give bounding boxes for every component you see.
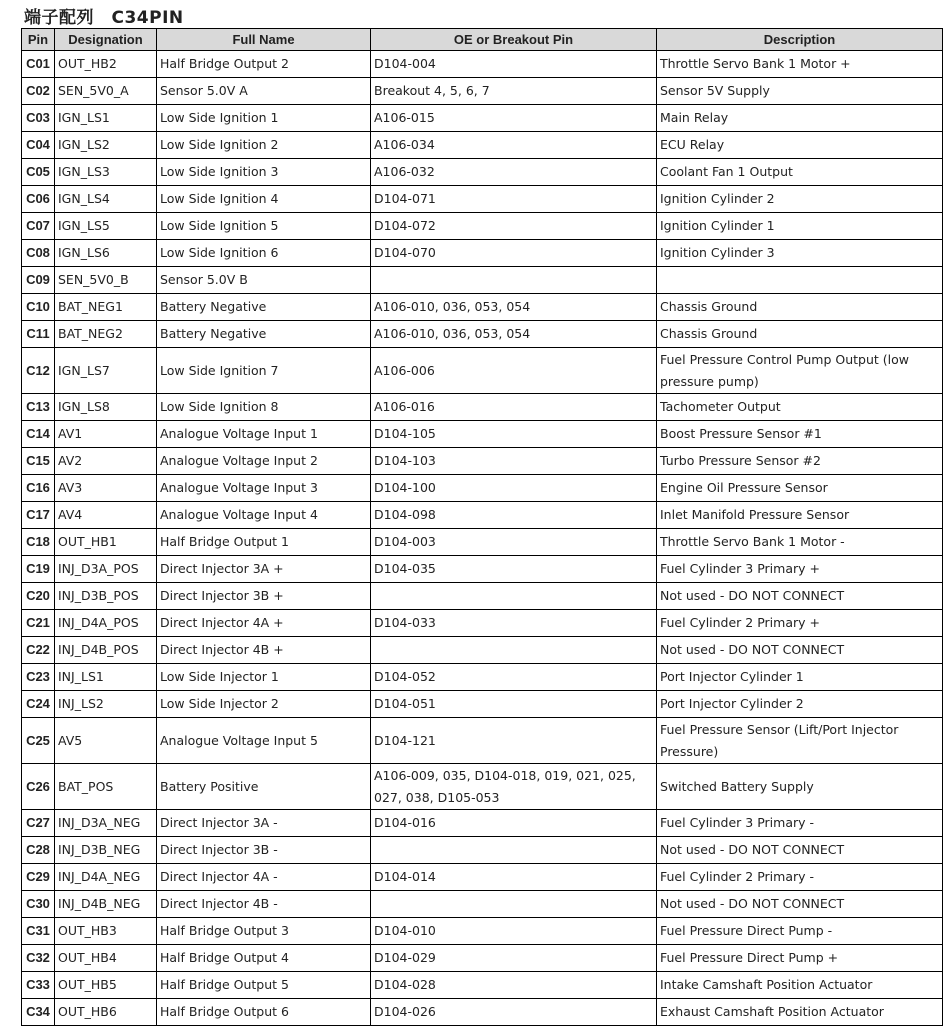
table-row bbox=[22, 637, 943, 664]
table-row bbox=[22, 583, 943, 610]
description-cell: Throttle Servo Bank 1 Motor + bbox=[657, 51, 943, 78]
full-name-cell: Sensor 5.0V B bbox=[157, 267, 371, 294]
table-row bbox=[22, 186, 943, 213]
designation-cell: AV4 bbox=[55, 502, 157, 529]
full-name-cell: Low Side Ignition 8 bbox=[157, 394, 371, 421]
designation-cell: OUT_HB2 bbox=[55, 51, 157, 78]
designation-cell: OUT_HB4 bbox=[55, 945, 157, 972]
description-cell: Chassis Ground bbox=[657, 321, 943, 348]
pin-cell: C29 bbox=[22, 864, 55, 891]
pin-cell: C09 bbox=[22, 267, 55, 294]
description-cell: Sensor 5V Supply bbox=[657, 78, 943, 105]
designation-cell: SEN_5V0_B bbox=[55, 267, 157, 294]
full-name-cell: Direct Injector 4A - bbox=[157, 864, 371, 891]
pin-cell: C34 bbox=[22, 999, 55, 1026]
full-name-cell: Direct Injector 3A - bbox=[157, 810, 371, 837]
description-cell: Intake Camshaft Position Actuator bbox=[657, 972, 943, 999]
designation-cell: IGN_LS2 bbox=[55, 132, 157, 159]
pin-table bbox=[21, 28, 943, 1026]
pin-cell: C13 bbox=[22, 394, 55, 421]
full-name-cell: Half Bridge Output 2 bbox=[157, 51, 371, 78]
designation-cell: OUT_HB3 bbox=[55, 918, 157, 945]
oe-pin-cell: D104-071 bbox=[371, 186, 657, 213]
full-name-cell: Low Side Ignition 1 bbox=[157, 105, 371, 132]
pin-cell: C28 bbox=[22, 837, 55, 864]
table-row bbox=[22, 421, 943, 448]
description-cell: Ignition Cylinder 2 bbox=[657, 186, 943, 213]
oe-pin-cell bbox=[371, 637, 657, 664]
oe-pin-cell: D104-105 bbox=[371, 421, 657, 448]
description-cell: Coolant Fan 1 Output bbox=[657, 159, 943, 186]
full-name-cell: Low Side Injector 2 bbox=[157, 691, 371, 718]
table-row bbox=[22, 51, 943, 78]
full-name-cell: Battery Negative bbox=[157, 321, 371, 348]
header-designation: Designation bbox=[55, 29, 157, 51]
pin-cell: C03 bbox=[22, 105, 55, 132]
table-row bbox=[22, 78, 943, 105]
designation-cell: OUT_HB1 bbox=[55, 529, 157, 556]
table-body bbox=[22, 51, 943, 1026]
description-cell: Ignition Cylinder 1 bbox=[657, 213, 943, 240]
full-name-cell: Sensor 5.0V A bbox=[157, 78, 371, 105]
oe-pin-cell: D104-070 bbox=[371, 240, 657, 267]
full-name-cell: Half Bridge Output 1 bbox=[157, 529, 371, 556]
table-row bbox=[22, 213, 943, 240]
table-row bbox=[22, 159, 943, 186]
table-row bbox=[22, 502, 943, 529]
table-row bbox=[22, 529, 943, 556]
oe-pin-cell: D104-014 bbox=[371, 864, 657, 891]
description-cell: Tachometer Output bbox=[657, 394, 943, 421]
full-name-cell: Direct Injector 3B - bbox=[157, 837, 371, 864]
pin-cell: C33 bbox=[22, 972, 55, 999]
full-name-cell: Half Bridge Output 4 bbox=[157, 945, 371, 972]
full-name-cell: Direct Injector 4A + bbox=[157, 610, 371, 637]
oe-pin-cell: A106-009, 035, D104-018, 019, 021, 025, 027, 038, D105-053 bbox=[371, 764, 657, 810]
table-row bbox=[22, 764, 943, 810]
oe-pin-cell: D104-121 bbox=[371, 718, 657, 764]
full-name-cell: Analogue Voltage Input 5 bbox=[157, 718, 371, 764]
description-cell: Chassis Ground bbox=[657, 294, 943, 321]
oe-pin-cell: D104-100 bbox=[371, 475, 657, 502]
pin-cell: C07 bbox=[22, 213, 55, 240]
oe-pin-cell: D104-003 bbox=[371, 529, 657, 556]
pin-cell: C11 bbox=[22, 321, 55, 348]
oe-pin-cell: D104-016 bbox=[371, 810, 657, 837]
description-cell: Fuel Cylinder 2 Primary - bbox=[657, 864, 943, 891]
description-cell: Turbo Pressure Sensor #2 bbox=[657, 448, 943, 475]
full-name-cell: Direct Injector 4B + bbox=[157, 637, 371, 664]
pin-cell: C32 bbox=[22, 945, 55, 972]
designation-cell: AV5 bbox=[55, 718, 157, 764]
pin-cell: C22 bbox=[22, 637, 55, 664]
designation-cell: AV3 bbox=[55, 475, 157, 502]
oe-pin-cell: A106-010, 036, 053, 054 bbox=[371, 321, 657, 348]
oe-pin-cell: D104-103 bbox=[371, 448, 657, 475]
oe-pin-cell bbox=[371, 891, 657, 918]
oe-pin-cell: A106-015 bbox=[371, 105, 657, 132]
description-cell bbox=[657, 267, 943, 294]
pin-cell: C21 bbox=[22, 610, 55, 637]
designation-cell: INJ_D3B_POS bbox=[55, 583, 157, 610]
pin-cell: C01 bbox=[22, 51, 55, 78]
table-row bbox=[22, 691, 943, 718]
oe-pin-cell: D104-004 bbox=[371, 51, 657, 78]
description-cell: Fuel Pressure Control Pump Output (low pressure pump) bbox=[657, 348, 943, 394]
designation-cell: INJ_D4A_NEG bbox=[55, 864, 157, 891]
designation-cell: OUT_HB5 bbox=[55, 972, 157, 999]
oe-pin-cell: D104-028 bbox=[371, 972, 657, 999]
pin-cell: C31 bbox=[22, 918, 55, 945]
description-cell: Exhaust Camshaft Position Actuator bbox=[657, 999, 943, 1026]
designation-cell: INJ_LS2 bbox=[55, 691, 157, 718]
designation-cell: AV2 bbox=[55, 448, 157, 475]
oe-pin-cell: D104-026 bbox=[371, 999, 657, 1026]
designation-cell: INJ_D3A_POS bbox=[55, 556, 157, 583]
designation-cell: IGN_LS7 bbox=[55, 348, 157, 394]
description-cell: Port Injector Cylinder 2 bbox=[657, 691, 943, 718]
designation-cell: BAT_NEG2 bbox=[55, 321, 157, 348]
pin-cell: C02 bbox=[22, 78, 55, 105]
oe-pin-cell: Breakout 4, 5, 6, 7 bbox=[371, 78, 657, 105]
pin-cell: C25 bbox=[22, 718, 55, 764]
full-name-cell: Battery Negative bbox=[157, 294, 371, 321]
description-cell: Fuel Cylinder 3 Primary - bbox=[657, 810, 943, 837]
table-row bbox=[22, 105, 943, 132]
oe-pin-cell: D104-051 bbox=[371, 691, 657, 718]
pin-cell: C06 bbox=[22, 186, 55, 213]
description-cell: Not used - DO NOT CONNECT bbox=[657, 583, 943, 610]
table-row bbox=[22, 864, 943, 891]
designation-cell: IGN_LS4 bbox=[55, 186, 157, 213]
description-cell: Inlet Manifold Pressure Sensor bbox=[657, 502, 943, 529]
oe-pin-cell: D104-029 bbox=[371, 945, 657, 972]
description-cell: Main Relay bbox=[657, 105, 943, 132]
table-row bbox=[22, 837, 943, 864]
designation-cell: IGN_LS6 bbox=[55, 240, 157, 267]
designation-cell: AV1 bbox=[55, 421, 157, 448]
full-name-cell: Battery Positive bbox=[157, 764, 371, 810]
description-cell: Not used - DO NOT CONNECT bbox=[657, 837, 943, 864]
designation-cell: BAT_NEG1 bbox=[55, 294, 157, 321]
oe-pin-cell: A106-006 bbox=[371, 348, 657, 394]
table-row bbox=[22, 348, 943, 394]
description-cell: Engine Oil Pressure Sensor bbox=[657, 475, 943, 502]
oe-pin-cell: A106-032 bbox=[371, 159, 657, 186]
pin-cell: C12 bbox=[22, 348, 55, 394]
full-name-cell: Half Bridge Output 5 bbox=[157, 972, 371, 999]
full-name-cell: Low Side Ignition 3 bbox=[157, 159, 371, 186]
designation-cell: INJ_D4B_NEG bbox=[55, 891, 157, 918]
description-cell: Boost Pressure Sensor #1 bbox=[657, 421, 943, 448]
pin-cell: C24 bbox=[22, 691, 55, 718]
description-cell: Throttle Servo Bank 1 Motor - bbox=[657, 529, 943, 556]
oe-pin-cell: D104-035 bbox=[371, 556, 657, 583]
pin-cell: C16 bbox=[22, 475, 55, 502]
oe-pin-cell: A106-016 bbox=[371, 394, 657, 421]
table-row bbox=[22, 394, 943, 421]
pin-cell: C23 bbox=[22, 664, 55, 691]
full-name-cell: Low Side Injector 1 bbox=[157, 664, 371, 691]
description-cell: Fuel Cylinder 3 Primary + bbox=[657, 556, 943, 583]
table-row bbox=[22, 294, 943, 321]
full-name-cell: Low Side Ignition 6 bbox=[157, 240, 371, 267]
description-cell: Ignition Cylinder 3 bbox=[657, 240, 943, 267]
full-name-cell: Low Side Ignition 5 bbox=[157, 213, 371, 240]
full-name-cell: Direct Injector 4B - bbox=[157, 891, 371, 918]
header-oe-pin: OE or Breakout Pin bbox=[371, 29, 657, 51]
table-row bbox=[22, 891, 943, 918]
description-cell: Fuel Pressure Direct Pump + bbox=[657, 945, 943, 972]
full-name-cell: Low Side Ignition 7 bbox=[157, 348, 371, 394]
table-row bbox=[22, 132, 943, 159]
pin-cell: C19 bbox=[22, 556, 55, 583]
full-name-cell: Low Side Ignition 2 bbox=[157, 132, 371, 159]
oe-pin-cell bbox=[371, 837, 657, 864]
table-row bbox=[22, 810, 943, 837]
designation-cell: INJ_D3A_NEG bbox=[55, 810, 157, 837]
full-name-cell: Half Bridge Output 6 bbox=[157, 999, 371, 1026]
pin-cell: C20 bbox=[22, 583, 55, 610]
designation-cell: BAT_POS bbox=[55, 764, 157, 810]
table-row bbox=[22, 448, 943, 475]
designation-cell: IGN_LS3 bbox=[55, 159, 157, 186]
table-row bbox=[22, 610, 943, 637]
full-name-cell: Analogue Voltage Input 1 bbox=[157, 421, 371, 448]
pin-cell: C04 bbox=[22, 132, 55, 159]
oe-pin-cell bbox=[371, 267, 657, 294]
table-row bbox=[22, 240, 943, 267]
oe-pin-cell: D104-033 bbox=[371, 610, 657, 637]
description-cell: Not used - DO NOT CONNECT bbox=[657, 637, 943, 664]
oe-pin-cell: D104-010 bbox=[371, 918, 657, 945]
designation-cell: INJ_D3B_NEG bbox=[55, 837, 157, 864]
header-full-name: Full Name bbox=[157, 29, 371, 51]
pin-cell: C08 bbox=[22, 240, 55, 267]
table-row bbox=[22, 918, 943, 945]
table-row bbox=[22, 664, 943, 691]
description-cell: Switched Battery Supply bbox=[657, 764, 943, 810]
description-cell: Fuel Cylinder 2 Primary + bbox=[657, 610, 943, 637]
designation-cell: SEN_5V0_A bbox=[55, 78, 157, 105]
table-row bbox=[22, 718, 943, 764]
oe-pin-cell: D104-072 bbox=[371, 213, 657, 240]
description-cell: ECU Relay bbox=[657, 132, 943, 159]
page-title: 端子配列 C34PIN bbox=[24, 8, 184, 28]
pin-cell: C10 bbox=[22, 294, 55, 321]
pin-cell: C18 bbox=[22, 529, 55, 556]
oe-pin-cell: D104-052 bbox=[371, 664, 657, 691]
description-cell: Fuel Pressure Direct Pump - bbox=[657, 918, 943, 945]
designation-cell: INJ_LS1 bbox=[55, 664, 157, 691]
full-name-cell: Direct Injector 3A + bbox=[157, 556, 371, 583]
designation-cell: INJ_D4B_POS bbox=[55, 637, 157, 664]
full-name-cell: Direct Injector 3B + bbox=[157, 583, 371, 610]
designation-cell: IGN_LS1 bbox=[55, 105, 157, 132]
table-row bbox=[22, 267, 943, 294]
pin-cell: C27 bbox=[22, 810, 55, 837]
pin-cell: C17 bbox=[22, 502, 55, 529]
oe-pin-cell bbox=[371, 583, 657, 610]
table-row bbox=[22, 556, 943, 583]
header-description: Description bbox=[657, 29, 943, 51]
full-name-cell: Analogue Voltage Input 3 bbox=[157, 475, 371, 502]
table-row bbox=[22, 321, 943, 348]
pin-cell: C30 bbox=[22, 891, 55, 918]
full-name-cell: Half Bridge Output 3 bbox=[157, 918, 371, 945]
table-row bbox=[22, 972, 943, 999]
table-row bbox=[22, 475, 943, 502]
table-row bbox=[22, 945, 943, 972]
oe-pin-cell: A106-034 bbox=[371, 132, 657, 159]
full-name-cell: Analogue Voltage Input 4 bbox=[157, 502, 371, 529]
pin-cell: C26 bbox=[22, 764, 55, 810]
pin-cell: C14 bbox=[22, 421, 55, 448]
designation-cell: OUT_HB6 bbox=[55, 999, 157, 1026]
header-pin: Pin bbox=[22, 29, 55, 51]
description-cell: Port Injector Cylinder 1 bbox=[657, 664, 943, 691]
oe-pin-cell: A106-010, 036, 053, 054 bbox=[371, 294, 657, 321]
table-header-row bbox=[22, 29, 943, 51]
pin-cell: C15 bbox=[22, 448, 55, 475]
pin-cell: C05 bbox=[22, 159, 55, 186]
full-name-cell: Low Side Ignition 4 bbox=[157, 186, 371, 213]
table-row bbox=[22, 999, 943, 1026]
description-cell: Not used - DO NOT CONNECT bbox=[657, 891, 943, 918]
designation-cell: IGN_LS5 bbox=[55, 213, 157, 240]
description-cell: Fuel Pressure Sensor (Lift/Port Injector Pressure) bbox=[657, 718, 943, 764]
designation-cell: INJ_D4A_POS bbox=[55, 610, 157, 637]
designation-cell: IGN_LS8 bbox=[55, 394, 157, 421]
oe-pin-cell: D104-098 bbox=[371, 502, 657, 529]
full-name-cell: Analogue Voltage Input 2 bbox=[157, 448, 371, 475]
